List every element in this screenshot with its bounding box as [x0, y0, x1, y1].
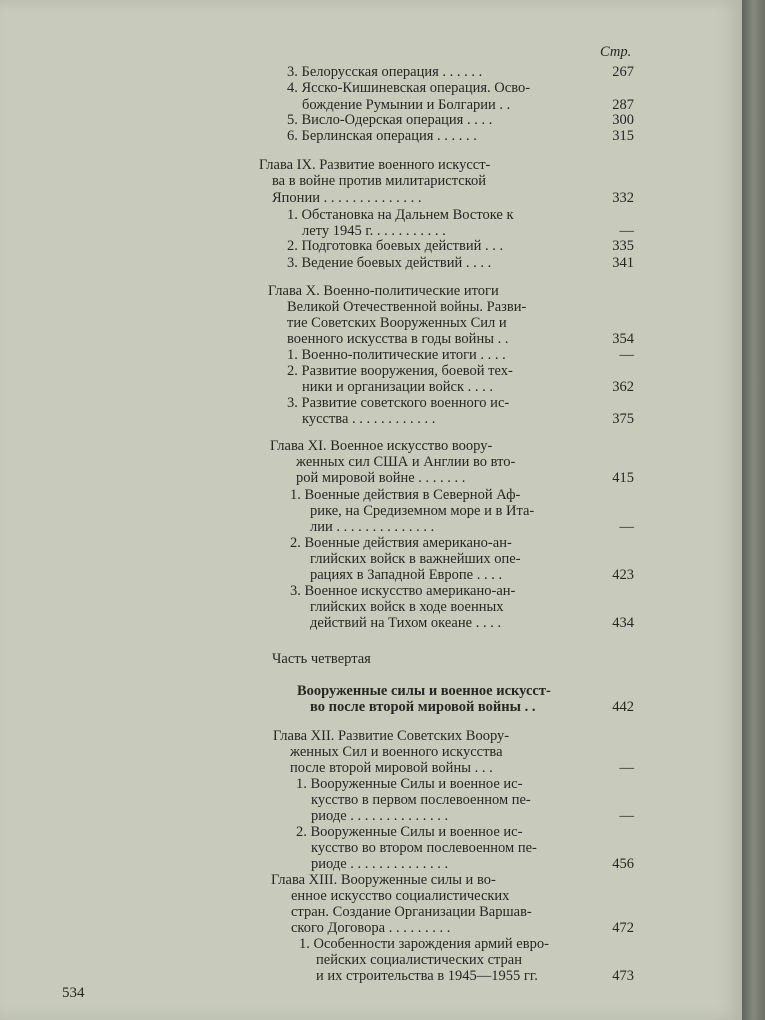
page-ref: 354: [612, 331, 634, 347]
page-ref: 375: [612, 411, 634, 427]
page-ref: 473: [612, 968, 634, 984]
entry-12-2-line2: кусство во втором послевоенном пе-: [311, 840, 537, 856]
entry-13-1-line1: 1. Особенности зарождения армий евро-: [299, 936, 549, 952]
entry-11-1-line2: рике, на Средиземном море и в Ита-: [310, 503, 535, 519]
entry-3-belorusskaya: 3. Белорусская операция . . . . . .: [287, 64, 483, 80]
entry-10-1: 1. Военно-политические итоги . . . .: [287, 347, 506, 363]
part-4-title-line1: Вооруженные силы и военное искусст-: [297, 683, 551, 699]
entry-11-2-line1: 2. Военные действия американо-ан-: [290, 535, 512, 551]
entry-13-1-line3: и их строительства в 1945—1955 гг.: [316, 968, 538, 984]
next-page-edge: [742, 0, 765, 1020]
entry-10-2-line2: ники и организации войск . . . .: [302, 379, 494, 395]
chapter-9-line3: Японии . . . . . . . . . . . . . .: [272, 190, 422, 206]
entry-10-3-line2: кусства . . . . . . . . . . . .: [302, 411, 436, 427]
entry-11-1-line1: 1. Военные действия в Северной Аф-: [290, 487, 521, 503]
chapter-13-line3: стран. Создание Организации Варшав-: [291, 904, 532, 920]
page-ref: —: [619, 808, 634, 824]
chapter-12-line3: после второй мировой войны . . .: [290, 760, 493, 776]
entry-5-vislo: 5. Висло-Одерская операция . . . .: [287, 112, 493, 128]
entry-10-2-line1: 2. Развитие вооружения, боевой тех-: [287, 363, 513, 379]
entry-12-2-line3: риоде . . . . . . . . . . . . . .: [311, 856, 449, 872]
chapter-13-line4: ского Договора . . . . . . . . .: [291, 920, 451, 936]
entry-12-1-line3: риоде . . . . . . . . . . . . . .: [311, 808, 449, 824]
entry-12-1-line2: кусство в первом послевоенном пе-: [311, 792, 531, 808]
entry-12-2-line1: 2. Вооруженные Силы и военное ис-: [296, 824, 523, 840]
page-ref: 472: [612, 920, 634, 936]
page-ref: 423: [612, 567, 634, 583]
page-ref: 300: [612, 112, 634, 128]
page-ref: 315: [612, 128, 634, 144]
page-number: 534: [62, 985, 85, 1001]
page-ref: 434: [612, 615, 634, 631]
entry-9-3: 3. Ведение боевых действий . . . .: [287, 255, 492, 271]
page-ref: —: [619, 347, 634, 363]
entry-12-1-line1: 1. Вооруженные Силы и военное ис-: [296, 776, 523, 792]
chapter-11-line2: женных сил США и Англии во вто-: [296, 454, 516, 470]
entry-4-yassko-line2: бождение Румынии и Болгарии . .: [302, 97, 511, 113]
page-ref: —: [619, 519, 634, 535]
page-ref: 335: [612, 238, 634, 254]
page-ref: 442: [612, 699, 634, 715]
chapter-9-line1: Глава IX. Развитие военного искусст-: [259, 157, 491, 173]
page-column-label: Стр.: [600, 44, 632, 60]
entry-10-3-line1: 3. Развитие советского военного ис-: [287, 395, 510, 411]
entry-4-yassko-line1: 4. Ясско-Кишиневская операция. Осво-: [287, 80, 531, 96]
page-ref: 267: [612, 64, 634, 80]
entry-6-berlin: 6. Берлинская операция . . . . . .: [287, 128, 477, 144]
chapter-10-line3: тие Советских Вооруженных Сил и: [287, 315, 507, 331]
entry-11-2-line2: глийских войск в важнейших опе-: [310, 551, 521, 567]
page-ref: —: [619, 223, 634, 239]
entry-9-1-line2: лету 1945 г. . . . . . . . . . .: [302, 223, 446, 239]
entry-9-1-line1: 1. Обстановка на Дальнем Востоке к: [287, 207, 514, 223]
page-ref: 362: [612, 379, 634, 395]
chapter-9-line2: ва в войне против милитаристской: [272, 173, 486, 189]
entry-11-3-line2: глийских войск в ходе военных: [310, 599, 504, 615]
chapter-11-line3: рой мировой войне . . . . . . .: [296, 470, 466, 486]
entry-13-1-line2: пейских социалистических стран: [316, 952, 522, 968]
page-ref: —: [619, 760, 634, 776]
chapter-10-line4: военного искусства в годы войны . .: [287, 331, 509, 347]
chapter-11-line1: Глава XI. Военное искусство воору-: [270, 438, 493, 454]
entry-11-3-line3: действий на Тихом океане . . . .: [310, 615, 502, 631]
part-4-title-line2: во после второй мировой войны . .: [310, 699, 536, 715]
chapter-12-line2: женных Сил и военного искусства: [290, 744, 503, 760]
page-ref: 332: [612, 190, 634, 206]
chapter-13-line1: Глава XIII. Вооруженные силы и во-: [271, 872, 496, 888]
entry-11-3-line1: 3. Военное искусство американо-ан-: [290, 583, 516, 599]
chapter-12-line1: Глава XII. Развитие Советских Воору-: [273, 728, 510, 744]
chapter-10-line2: Великой Отечественной войны. Разви-: [287, 299, 527, 315]
entry-9-2: 2. Подготовка боевых действий . . .: [287, 238, 504, 254]
page-ref: 287: [612, 97, 634, 113]
page-ref: 415: [612, 470, 634, 486]
chapter-10-line1: Глава X. Военно-политические итоги: [268, 283, 499, 299]
page-ref: 456: [612, 856, 634, 872]
chapter-13-line2: енное искусство социалистических: [291, 888, 510, 904]
page-ref: 341: [612, 255, 634, 271]
part-4-heading: Часть четвертая: [272, 651, 371, 667]
entry-11-2-line3: рациях в Западной Европе . . . .: [310, 567, 503, 583]
entry-11-1-line3: лии . . . . . . . . . . . . . .: [310, 519, 435, 535]
